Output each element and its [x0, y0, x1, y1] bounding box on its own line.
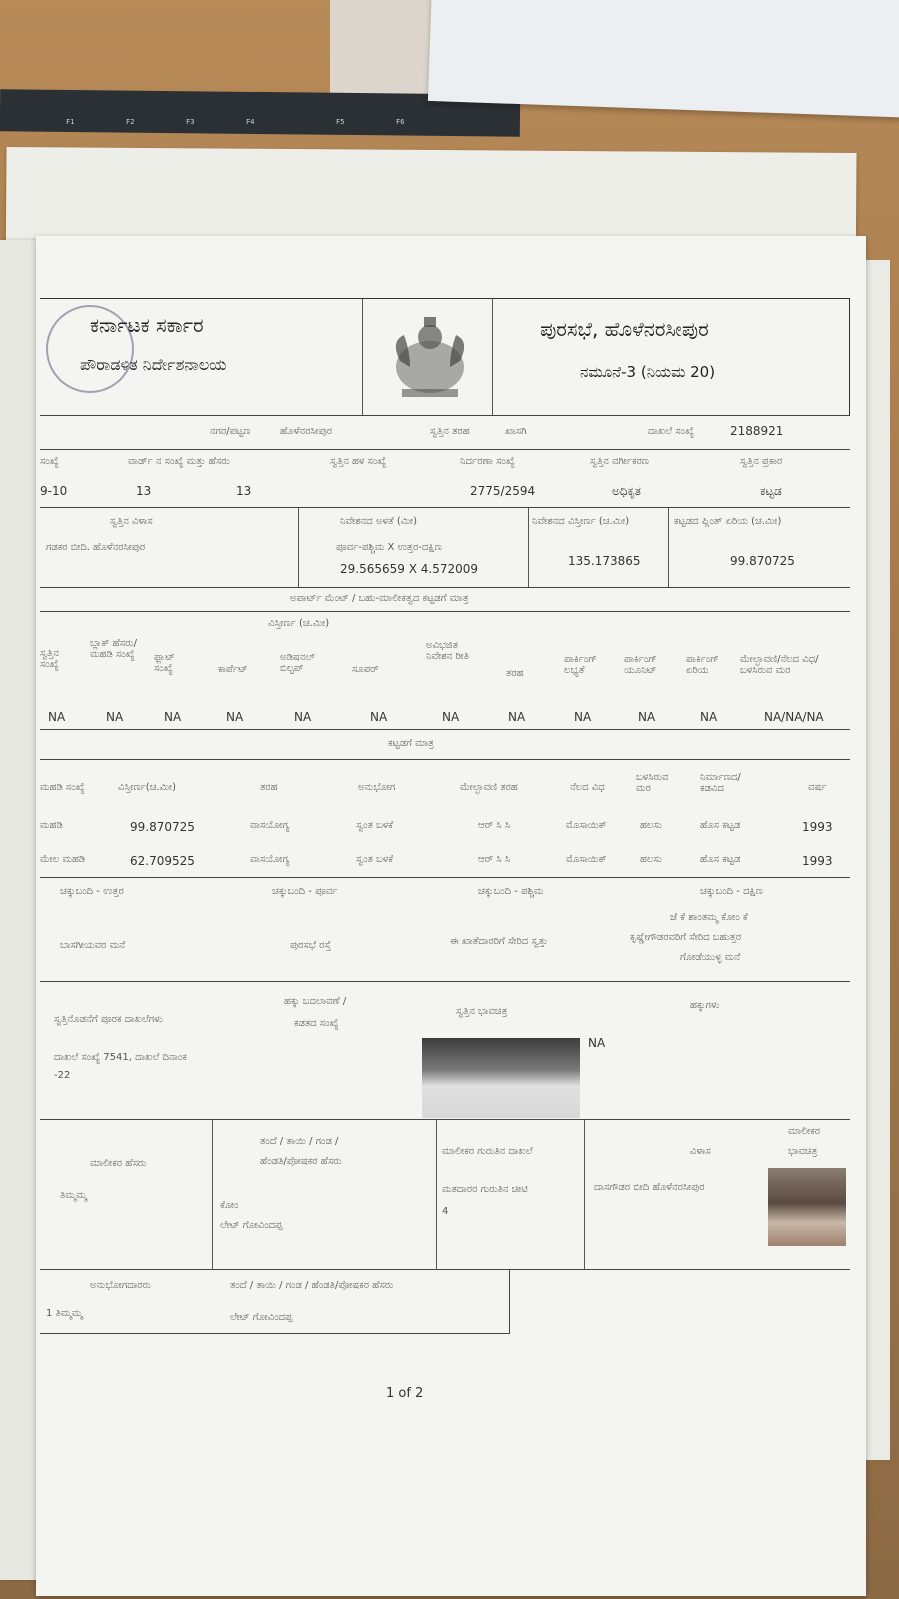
floor-wood: ಹಲಸು [640, 854, 662, 865]
assessment-header: ನಿರ್ದರಣಾ ಸಂಖ್ಯೆ [460, 456, 515, 467]
property-kind-header: ಸ್ವತ್ತಿನ ಪ್ರಕಾರ [740, 456, 783, 467]
apartment-header: ಅಡಿಷನಲ್ ಬಿಲ್ಟಪ್ [280, 652, 315, 674]
property-form [40, 298, 850, 1334]
floor-flooring: ಮೊಸಾಯಿಕ್ [566, 854, 607, 865]
apartment-value: NA [442, 710, 460, 724]
address-label: ಸ್ವತ್ತಿನ ವಿಳಾಸ [110, 516, 153, 527]
floor-flooring: ಮೊಸಾಯಿಕ್ [566, 820, 607, 831]
supporting-docs-label: ಸ್ವತ್ತಿನೊಡನೆಗೆ ಪೂರಕ ದಾಖಲೆಗಳು [54, 1014, 163, 1025]
plinth-area-value: 99.870725 [730, 554, 795, 568]
east-boundary-label: ಚಕ್ಕುಬಂದಿ - ಪೂರ್ವ [272, 886, 338, 897]
floor-type: ವಾಸಯೋಗ್ಯ [250, 820, 290, 831]
f1-key: F1 [66, 118, 75, 126]
apartment-header: ತರಹ [506, 668, 524, 679]
building-header: ಅನುಭೋಗ [358, 782, 396, 793]
north-boundary-label: ಚಕ್ಕುಬಂದಿ - ಉತ್ತರ [60, 886, 124, 897]
floor-usage: ಸ್ವಂತ ಬಳಕೆ [356, 854, 394, 865]
plinth-area-label: ಕಟ್ಟಡದ ಪ್ಲಿಂತ್ ಏರಿಯ (ಚ.ಮೀ) [674, 516, 782, 527]
page-number: 1 of 2 [386, 1386, 424, 1401]
building-title: ಕಟ್ಟಡಗೆ ಮಾತ್ರ [388, 738, 434, 749]
owner-id-number: 4 [442, 1206, 449, 1217]
relation-label: ತಂದೆ / ತಾಯಿ / ಗಂಡ / [260, 1136, 339, 1147]
apartment-header: ಅವಿಭಜಿತ ನಿವೇಶನ ರೀತಿ [426, 640, 469, 662]
building-table [40, 760, 850, 878]
apartment-header: ಮೇಲ್ಛಾವಣಿ/ನೆಲದ ವಿಧ/ಬಳಸಿರುವ ಮರ [740, 654, 819, 676]
owner-photo-label: ಭಾವಚಿತ್ರ [788, 1146, 818, 1157]
building-header: ತರಹ [260, 782, 278, 793]
floor-roof: ಆರ್ ಸಿ ಸಿ [478, 820, 511, 831]
property-type-value: ಖಾಸಗಿ [505, 426, 527, 437]
apartment-area-heading: ವಿಸ್ತೀರ್ಣ (ಚ.ಮೀ) [268, 618, 330, 629]
apartment-header: ಸ್ವತ್ತಿನ ಸಂಖ್ಯೆ [40, 648, 59, 670]
state-emblem-icon [380, 311, 480, 403]
background-paper-top [428, 0, 899, 119]
floor-type: ವಾಸಯೋಗ್ಯ [250, 854, 290, 865]
apartment-title: ಅಪಾರ್ಟ್ ಮೆಂಟ್ / ಬಹು-ಮಾಲೀಕತ್ವದ ಕಟ್ಟಡಗೆ ಮಾತ್ರ [290, 593, 469, 604]
apartment-header: ಪಾರ್ಕಿಂಗ್ ಯೂನಿಟ್ [624, 654, 657, 676]
boundaries-row [40, 878, 850, 982]
west-boundary-label: ಚಕ್ಕುಬಂದಿ - ಪಶ್ಚಿಮ [478, 886, 544, 897]
file-number-label: ಕಡತದ ಸಂಖ್ಯೆ [294, 1018, 339, 1029]
building-title-row [40, 730, 850, 760]
document-date-value: -22 [54, 1070, 71, 1081]
apartment-value: NA [700, 710, 718, 724]
ward-name-value: 13 [236, 484, 252, 498]
apartment-table [40, 612, 850, 730]
town-row [40, 416, 850, 450]
apartment-header: ಪಾರ್ಕಿಂಗ್ ಏರಿಯ [686, 654, 719, 676]
floor-year: 1993 [802, 820, 833, 834]
apartment-value: NA [370, 710, 388, 724]
document-page [36, 236, 866, 1596]
owner-photo-label: ಮಾಲೀಕರ [788, 1126, 821, 1137]
building-header: ವರ್ಷ [808, 782, 827, 793]
property-photo [422, 1038, 580, 1118]
relation-value: ಕೋಂ [220, 1200, 239, 1211]
f6-key: F6 [396, 118, 405, 126]
apartment-value: NA [226, 710, 244, 724]
floor-area: 99.870725 [130, 820, 195, 834]
south-boundary-value: ಕೃಷ್ಣೇಗೌಡರವರಿಗೆ ಸೇರಿದ ಬಹುತ್ತರ [630, 932, 742, 943]
apartment-value: NA [638, 710, 656, 724]
floor-usage: ಸ್ವಂತ ಬಳಕೆ [356, 820, 394, 831]
north-boundary-value: ಬಾಸಗೀಯವರ ಮನೆ [60, 940, 126, 951]
town-label: ನಗರ/ಪಟ್ಟಣ [210, 426, 251, 437]
apartment-header: ಪಾರ್ಕಿಂಗ್ ಲಭ್ಯತೆ [564, 654, 597, 676]
form-header [40, 298, 850, 416]
owner-name-label: ಮಾಲೀಕರ ಹೆಸರು [90, 1158, 147, 1169]
owner-photo [768, 1168, 846, 1246]
relation-label: ಹೆಂಡತಿ/ಪೋಷಕರ ಹೆಸರು [260, 1156, 342, 1167]
occupant-row [40, 1270, 510, 1334]
owner-row [40, 1120, 850, 1270]
directorate-title: ಪೌರಾಡಳಿತ ನಿರ್ದೇಶನಾಲಯ [80, 355, 227, 374]
f4-key: F4 [246, 118, 255, 126]
floor-roof: ಆರ್ ಸಿ ಸಿ [478, 854, 511, 865]
dimensions-direction: ಪೂರ್ವ-ಪಶ್ಚಿಮ X ಉತ್ತರ-ದಕ್ಷಿಣ [336, 542, 442, 553]
floor-construction: ಹೊಸ ಕಟ್ಟಡ [700, 820, 741, 831]
record-number-value: 2188921 [730, 424, 784, 438]
property-kind-value: ಕಟ್ಟಡ [760, 484, 782, 498]
floor-wood: ಹಲಸು [640, 820, 662, 831]
west-boundary-value: ಈ ಖಾತೆದಾರರಿಗೆ ಸೇರಿದ ಸ್ವತ್ತು [450, 936, 548, 947]
apartment-header: ಬ್ಲಾಕ್ ಹೆಸರು/ ಮಹಡಿ ಸಂಖ್ಯೆ [90, 638, 137, 660]
ward-row [40, 450, 850, 508]
owner-id-value: ಮತದಾರರ ಗುರುತಿನ ಚೀಟಿ [442, 1184, 528, 1195]
south-boundary-value: ಜೆ ಕೆ ಶಾಂತಮ್ಮ ಕೋಂ ಕೆ [670, 912, 748, 923]
site-area-value: 135.173865 [568, 554, 641, 568]
building-header: ನಿರ್ಮಾಣದ/ ಕಡವಿದ [700, 772, 741, 794]
record-number-label: ದಾಖಲೆ ಸಂಖ್ಯೆ [648, 426, 695, 437]
old-number-header: ಸ್ವತ್ತಿನ ಹಳ ಸಂಖ್ಯೆ [330, 456, 387, 467]
building-header: ವಿಸ್ತೀರ್ಣ(ಚ.ಮೀ) [118, 782, 177, 793]
document-number-value: ದಾಖಲೆ ಸಂಖ್ಯೆ 7541, ದಾಖಲೆ ದಿನಾಂಕ [54, 1052, 187, 1063]
apartment-value: NA [574, 710, 592, 724]
floor-name: ಮೇಲ ಮಹಡಿ [40, 854, 86, 865]
dimensions-value: 29.565659 X 4.572009 [340, 562, 478, 576]
municipality-title: ಪುರಸಭೆ, ಹೊಳೆನರಸೀಪುರ [540, 317, 709, 341]
apartment-header: ಕಾರ್ಪೆಟ್ [218, 664, 248, 675]
owner-address-label: ವಿಳಾಸ [690, 1146, 711, 1157]
ward-header: ವಾರ್ಡ್ ನ ಸಂಖ್ಯೆ ಮತ್ತು ಹೆಸರು [128, 456, 230, 467]
classification-header: ಸ್ವತ್ತಿನ ವರ್ಗೀಕರಣ [590, 456, 649, 467]
documents-row [40, 982, 850, 1120]
address-row [40, 508, 850, 588]
building-header: ಮೇಲ್ಛಾವಣಿ ತರಹ [460, 782, 518, 793]
property-type-label: ಸ್ವತ್ತಿನ ತರಹ [430, 426, 470, 437]
building-header: ಮಹಡಿ ಸಂಖ್ಯೆ [40, 782, 85, 793]
change-label: ಹಕ್ಕು ಬದಲಾವಣೆ / [284, 996, 347, 1007]
floor-area: 62.709525 [130, 854, 195, 868]
rights-label: ಹಕ್ಕುಗಳು [690, 1000, 720, 1011]
owner-address-value: ದಾಸಗೌಡರ ಬೀದಿ ಹೊಳೆನರಸೀಪುರ [594, 1182, 705, 1193]
apartment-value: NA/NA/NA [764, 710, 824, 724]
apartment-value: NA [294, 710, 312, 724]
floor-construction: ಹೊಸ ಕಟ್ಟಡ [700, 854, 741, 865]
apartment-title-row [40, 588, 850, 612]
apartment-header: ಫ್ಲಾಟ್ ಸಂಖ್ಯೆ [154, 652, 175, 674]
ward-number-value: 13 [136, 484, 152, 498]
apartment-value: NA [48, 710, 66, 724]
form-number: ನಮೂನೆ-3 (ನಿಯಮ 20) [580, 363, 716, 381]
f5-key: F5 [336, 118, 345, 126]
apartment-value: NA [106, 710, 124, 724]
floor-year: 1993 [802, 854, 833, 868]
owner-name-value: ತಿಮ್ಮಮ್ಮ [60, 1190, 88, 1201]
east-boundary-value: ಪುರಸಭೆ ರಸ್ತೆ [290, 940, 331, 951]
govt-title: ಕರ್ನಾಟಕ ಸರ್ಕಾರ [90, 313, 204, 337]
dimensions-label: ನಿವೇಶನದ ಅಳತೆ (ಮೀ) [340, 516, 418, 527]
f2-key: F2 [126, 118, 135, 126]
south-boundary-label: ಚಕ್ಕುಬಂದಿ - ದಕ್ಷಿಣ [700, 886, 763, 897]
number-header: ಸಂಖ್ಯೆ [40, 456, 59, 467]
floor-name: ಮಹಡಿ [40, 820, 63, 831]
property-photo-label: ಸ್ವತ್ತಿನ ಭಾವಚಿತ್ರ [456, 1006, 508, 1017]
occupant-relation-label: ತಂದೆ / ತಾಯಿ / ಗಂಡ / ಹೆಂಡತಿ/ಪೋಷಕರ ಹೆಸರು [230, 1280, 394, 1291]
building-header: ಬಳಸಿರುವ ಮರ [636, 772, 669, 794]
town-value: ಹೊಳೆನರಸೀಪುರ [280, 426, 333, 437]
rights-value: NA [588, 1036, 606, 1050]
apartment-header: ಸೂಪರ್ [352, 664, 379, 675]
f3-key: F3 [186, 118, 195, 126]
occupant-value: 1 ತಿಮ್ಮಮ್ಮ [46, 1308, 83, 1319]
classification-value: ಅಧಿಕೃತ [612, 484, 641, 498]
apartment-value: NA [508, 710, 526, 724]
number-value: 9-10 [40, 484, 68, 498]
owner-id-label: ಮಾಲೀಕರ ಗುರುತಿನ ದಾಖಲೆ [442, 1146, 533, 1157]
occupant-relation-value: ಲೇಟ್ ಗೋವಿಂದಪ್ಪ [230, 1312, 293, 1323]
assessment-value: 2775/2594 [470, 484, 536, 498]
address-value: ಗಡಕರ ಬೀದಿ. ಹೊಳೆನರಸೀಪುರ [46, 542, 146, 553]
relation-value: ಲೇಟ್ ಗೋವಿಂದಪ್ಪ [220, 1220, 283, 1231]
occupant-label: ಅನುಭೋಗದಾರರು [90, 1280, 151, 1291]
apartment-value: NA [164, 710, 182, 724]
building-header: ನೆಲದ ವಿಧ [570, 782, 605, 793]
south-boundary-value: ಗೋಡೆಯುಳ್ಳ ಮನೆ [680, 952, 741, 963]
site-area-label: ನಿವೇಶನದ ವಿಸ್ತೀರ್ಣ (ಚ.ಮೀ) [532, 516, 630, 527]
